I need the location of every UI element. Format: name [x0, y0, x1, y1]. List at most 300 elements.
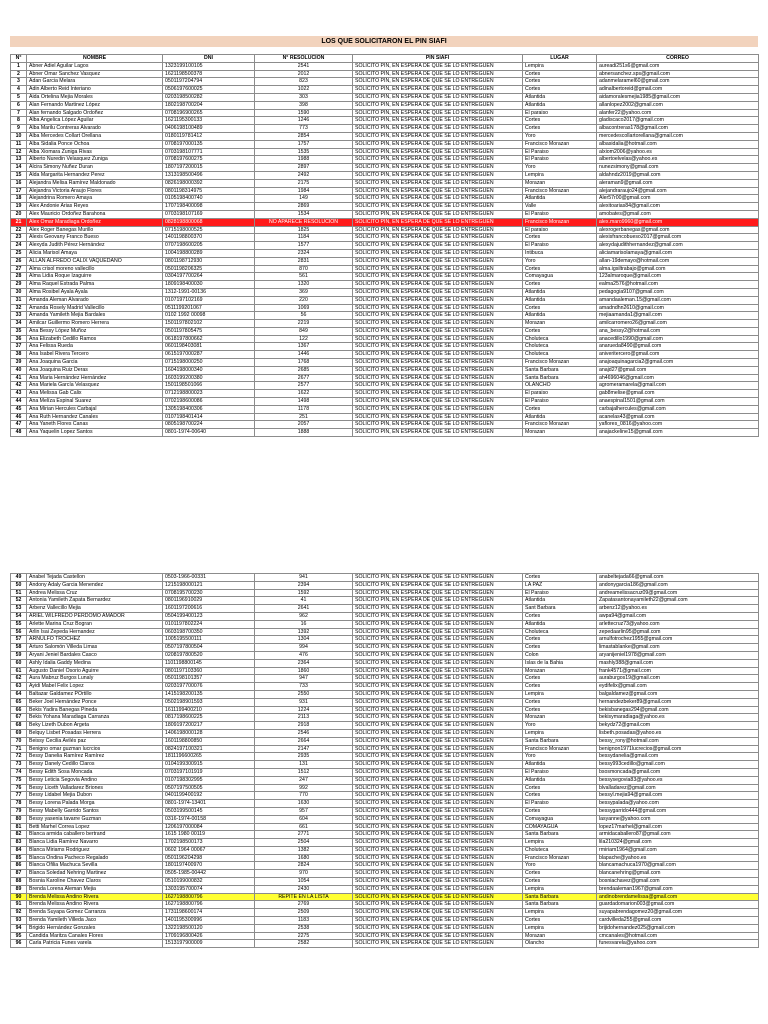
row-dni: 0180119781412	[163, 132, 255, 140]
table-row	[11, 109, 759, 117]
row-pin-status: SOLICITO PIN, EN ESPERA DE QUE SE LO ENTREGUEN	[353, 909, 523, 917]
row-place: Cortes	[523, 698, 597, 706]
row-name: Ana Elizabeth Cedillo Ramos	[27, 335, 163, 343]
row-dni: 0102 1992 00098	[163, 312, 255, 320]
row-resolution: 823	[255, 78, 353, 86]
table-row	[11, 234, 759, 242]
row-dni: 0702198600086	[163, 398, 255, 406]
row-pin-status: SOLICITO PIN, EN ESPERA DE QUE SE LO ENTREGUEN	[353, 839, 523, 847]
row-number: 72	[11, 753, 27, 761]
row-email: frank4571@gmail.com	[597, 667, 759, 675]
row-place: Santa Barbara	[523, 893, 597, 901]
row-number: 57	[11, 636, 27, 644]
row-pin-status: SOLICITO PIN, EN ESPERA DE QUE SE LO ENTREGUEN	[353, 745, 523, 753]
row-pin-status: SOLICITO PIN, EN ESPERA DE QUE SE LO ENTREGUEN	[353, 885, 523, 893]
row-number: 80	[11, 815, 27, 823]
row-pin-status: SOLICITO PIN, EN ESPERA DE QUE SE LO ENTREGUEN	[353, 288, 523, 296]
row-pin-status: SOLICITO PIN, EN ESPERA DE QUE SE LO ENTREGUEN	[353, 109, 523, 117]
row-email: allanlopez2002@gmail.com	[597, 101, 759, 109]
row-name: Arturo Salomón Villeda Limas	[27, 644, 163, 652]
row-name: Alejandrina Romero Amaya	[27, 195, 163, 203]
row-dni: 0507197800504	[163, 644, 255, 652]
row-number: 69	[11, 729, 27, 737]
row-name: Bessy Mabelly Garrido Santos	[27, 807, 163, 815]
row-dni: 1004198800289	[163, 249, 255, 257]
row-name: Blanca Ofilia Machuca Sevilla	[27, 862, 163, 870]
table-row	[11, 148, 759, 156]
row-resolution: 1577	[255, 242, 353, 250]
row-resolution: 476	[255, 651, 353, 659]
row-place: Islas de la Bahia	[523, 659, 597, 667]
row-number: 68	[11, 722, 27, 730]
row-place: Choluteca	[523, 351, 597, 359]
row-name: Belquy Lisbet Posadas Herrera	[27, 729, 163, 737]
row-email: aidamoralesmejia1985@gmail.com	[597, 93, 759, 101]
row-resolution: 962	[255, 612, 353, 620]
row-resolution: 41	[255, 597, 353, 605]
table-row	[11, 706, 759, 714]
row-resolution: 2771	[255, 831, 353, 839]
row-pin-status: SOLICITO PIN, EN ESPERA DE QUE SE LO ENTREGUEN	[353, 815, 523, 823]
row-name: Ana Joaquina Ruiz Deras	[27, 366, 163, 374]
table-row	[11, 839, 759, 847]
row-dni: 1615 1980 00119	[163, 831, 255, 839]
row-name: Arbenz Vallecillo Mejia	[27, 605, 163, 613]
row-email: bsosmoncada@gmail.com	[597, 768, 759, 776]
row-email: bessyl.mejia94@gmail.com	[597, 792, 759, 800]
row-dni: 0107198302995	[163, 776, 255, 784]
row-name: Carla Patricia Funes varela	[27, 940, 163, 948]
table-row	[11, 242, 759, 250]
row-number: 35	[11, 327, 27, 335]
table-row	[11, 203, 759, 211]
row-dni: 0503-1966-00331	[163, 574, 255, 582]
row-pin-status: SOLICITO PIN, EN ESPERA DE QUE SE LO ENTREGUEN	[353, 659, 523, 667]
row-pin-status: SOLICITO PIN, EN ESPERA DE QUE SE LO ENTREGUEN	[353, 125, 523, 133]
table-row	[11, 612, 759, 620]
row-name: Alan Fernando Martinez López	[27, 101, 163, 109]
table-row	[11, 940, 759, 948]
row-place: Cortes	[523, 636, 597, 644]
row-pin-status: SOLICITO PIN, EN ESPERA DE QUE SE LO ENTREGUEN	[353, 320, 523, 328]
row-name: Arlin Isai Zepeda Hernandez	[27, 628, 163, 636]
row-number: 86	[11, 862, 27, 870]
row-number: 29	[11, 281, 27, 289]
row-pin-status: SOLICITO PIN, EN ESPERA DE QUE SE LO ENTREGUEN	[353, 581, 523, 589]
row-resolution: 1446	[255, 351, 353, 359]
table-row	[11, 296, 759, 304]
row-name: Arlette Marina Cruz Bogran	[27, 620, 163, 628]
row-name: Benigno omar guzman lucrcios	[27, 745, 163, 753]
row-pin-status: SOLICITO PIN, EN ESPERA DE QUE SE LO ENTREGUEN	[353, 226, 523, 234]
row-name: Ana Felissa Rueda	[27, 343, 163, 351]
row-resolution: 1183	[255, 917, 353, 925]
row-number: 17	[11, 187, 27, 195]
row-dni: 0105198400740	[163, 195, 255, 203]
row-email: blapache@yahoo.es	[597, 854, 759, 862]
row-pin-status: SOLICITO PIN, EN ESPERA DE QUE SE LO ENTREGUEN	[353, 807, 523, 815]
row-resolution: 957	[255, 807, 353, 815]
row-place: Morazan	[523, 932, 597, 940]
row-name: Ayidi Mabel Felix Lopez	[27, 683, 163, 691]
row-place: Lempira	[523, 690, 597, 698]
row-place: Lempira	[523, 729, 597, 737]
row-resolution: 870	[255, 265, 353, 273]
row-resolution: 1367	[255, 343, 353, 351]
row-place: Morazan	[523, 667, 597, 675]
row-number: 24	[11, 242, 27, 250]
row-number: 49	[11, 574, 27, 582]
row-pin-status: SOLICITO PIN, EN ESPERA DE QUE SE LO ENTREGUEN	[353, 203, 523, 211]
row-name: Alexyda Judith Pérez Hernández	[27, 242, 163, 250]
row-resolution: 2641	[255, 605, 353, 613]
row-place: Yoro	[523, 722, 597, 730]
row-name: Bessy Danelia Ramírez Ramírez	[27, 753, 163, 761]
table-row	[11, 187, 759, 195]
row-number: 23	[11, 234, 27, 242]
row-pin-status: SOLICITO PIN, EN ESPERA DE QUE SE LO ENTREGUEN	[353, 667, 523, 675]
table-row	[11, 854, 759, 862]
row-resolution: 1512	[255, 768, 353, 776]
row-dni: 0602 1964 00067	[163, 846, 255, 854]
row-pin-status: SOLICITO PIN, EN ESPERA DE QUE SE LO ENTREGUEN	[353, 706, 523, 714]
row-name: Antonia Yamileth Zapata Bernardez	[27, 597, 163, 605]
row-place: Intibuca	[523, 249, 597, 257]
row-email: andreamelissacruz09@gmail.com	[597, 589, 759, 597]
row-dni: 1513197900009	[163, 940, 255, 948]
row-name: Aryani Jeniel Bardales Casco	[27, 651, 163, 659]
row-email: alex.maro9960@gmail.com	[597, 218, 759, 226]
row-resolution: 604	[255, 815, 353, 823]
row-name: Ana Yaneth Flores Canas	[27, 421, 163, 429]
row-email: alxiom2006@yahoo.es	[597, 148, 759, 156]
row-number: 83	[11, 839, 27, 847]
row-email: ealma2576@hotmail.com	[597, 281, 759, 289]
table-row	[11, 327, 759, 335]
row-resolution: 2854	[255, 132, 353, 140]
row-resolution: 941	[255, 574, 353, 582]
row-place: Lempira	[523, 909, 597, 917]
row-resolution: 661	[255, 823, 353, 831]
row-place: Yoro	[523, 753, 597, 761]
row-number: 41	[11, 374, 27, 382]
row-dni: 0708197000135	[163, 140, 255, 148]
row-name: Ashly Idalia Gaddy Medina	[27, 659, 163, 667]
row-dni: 1101198800145	[163, 659, 255, 667]
row-email: anabeltejada66@gmail.com	[597, 574, 759, 582]
row-name: Bessy Liceth Valladarez Briones	[27, 784, 163, 792]
row-resolution: 2504	[255, 839, 353, 847]
row-pin-status: SOLICITO PIN, EN ESPERA DE QUE SE LO ENTREGUEN	[353, 940, 523, 948]
row-place: El Paraiso	[523, 398, 597, 406]
row-email: bosniachavez@gmail.com	[597, 878, 759, 886]
table-row	[11, 218, 759, 226]
row-pin-status: SOLICITO PIN, EN ESPERA DE QUE SE LO ENTREGUEN	[353, 156, 523, 164]
row-resolution: 1680	[255, 854, 353, 862]
row-number: 67	[11, 714, 27, 722]
table-row	[11, 932, 759, 940]
row-pin-status: SOLICITO PIN, EN ESPERA DE QUE SE LO ENTREGUEN	[353, 690, 523, 698]
row-dni: 1313198500496	[163, 171, 255, 179]
row-resolution: 2664	[255, 737, 353, 745]
row-email: andinobrendamelissa@gmail.com	[597, 893, 759, 901]
row-pin-status: SOLICITO PIN, EN ESPERA DE QUE SE LO ENTREGUEN	[353, 823, 523, 831]
table-row	[11, 335, 759, 343]
row-dni: 0828198800068	[163, 218, 255, 226]
row-place: Santa Barbara	[523, 737, 597, 745]
table-row	[11, 878, 759, 886]
row-resolution: 2147	[255, 745, 353, 753]
table-row	[11, 390, 759, 398]
row-place: Morazan	[523, 320, 597, 328]
row-resolution: 2057	[255, 421, 353, 429]
row-resolution: 2918	[255, 722, 353, 730]
row-place: Cortes	[523, 574, 597, 582]
row-email: bessydanelia@gmail.com	[597, 753, 759, 761]
row-number: 50	[11, 581, 27, 589]
row-resolution: 1590	[255, 109, 353, 117]
row-number: 95	[11, 932, 27, 940]
row-pin-status: SOLICITO PIN, EN ESPERA DE QUE SE LO ENTREGUEN	[353, 101, 523, 109]
row-number: 34	[11, 320, 27, 328]
row-place: El Paraiso	[523, 148, 597, 156]
row-number: 33	[11, 312, 27, 320]
row-pin-status: SOLICITO PIN, EN ESPERA DE QUE SE LO ENTREGUEN	[353, 761, 523, 769]
row-pin-status: SOLICITO PIN, EN ESPERA DE QUE SE LO ENTREGUEN	[353, 421, 523, 429]
row-name: Alexis Geovany Franco Bueso	[27, 234, 163, 242]
row-email: bekisbanegas294@gmail.com	[597, 706, 759, 714]
row-pin-status: SOLICITO PIN, EN ESPERA DE QUE SE LO ENTREGUEN	[353, 374, 523, 382]
header-place: LUGAR	[523, 55, 597, 63]
row-place: Sant Barbara	[523, 605, 597, 613]
row-place: Cortes	[523, 683, 597, 691]
row-number: 2	[11, 70, 27, 78]
row-email: adinalbertoreid@gmail.com	[597, 86, 759, 94]
row-dni: 1215198000121	[163, 581, 255, 589]
row-resolution: 2685	[255, 366, 353, 374]
row-pin-status: SOLICITO PIN, EN ESPERA DE QUE SE LO ENTREGUEN	[353, 210, 523, 218]
table-row	[11, 574, 759, 582]
row-resolution: 1592	[255, 589, 353, 597]
row-place: Olancho	[523, 940, 597, 948]
row-name: Blanca Lidia Ramírez Navarro	[27, 839, 163, 847]
row-place: Morazan	[523, 429, 597, 437]
row-place: Lempira	[523, 62, 597, 70]
row-resolution: 2324	[255, 249, 353, 257]
row-resolution: 733	[255, 683, 353, 691]
row-place: Santa Barbara	[523, 831, 597, 839]
row-email: auraburgos19@gmail.com	[597, 675, 759, 683]
row-place: Francisco Morazan	[523, 218, 597, 226]
row-place: Cortes	[523, 78, 597, 86]
row-place: Cortes	[523, 405, 597, 413]
row-dni: 0104199300915	[163, 761, 255, 769]
row-name: Augusto Daniel Osorio Aguirre	[27, 667, 163, 675]
row-name: Abner Adiel Aguilar Lagos	[27, 62, 163, 70]
row-name: Aura Mabruz Burgos Lunaly	[27, 675, 163, 683]
row-email: hernandezbeker89@gmail.com	[597, 698, 759, 706]
row-dni: 0511199201067	[163, 304, 255, 312]
row-name: Bessy yasenia tavarre Guzman	[27, 815, 163, 823]
row-number: 64	[11, 690, 27, 698]
row-place: Atlantida	[523, 413, 597, 421]
table-row	[11, 768, 759, 776]
row-number: 30	[11, 288, 27, 296]
row-name: Alma Rosibel Ayala Ayala	[27, 288, 163, 296]
table-row	[11, 62, 759, 70]
row-pin-status: SOLICITO PIN, EN ESPERA DE QUE SE LO ENTREGUEN	[353, 390, 523, 398]
row-email: aldahndz2019@gmail.com	[597, 171, 759, 179]
row-email: gab8melise@gmail.com	[597, 390, 759, 398]
row-number: 47	[11, 421, 27, 429]
row-dni: 0501198101357	[163, 675, 255, 683]
row-email: zepedaarlin95@gmail.com	[597, 628, 759, 636]
row-number: 44	[11, 398, 27, 406]
row-pin-status: SOLICITO PIN, EN ESPERA DE QUE SE LO ENTREGUEN	[353, 729, 523, 737]
row-pin-status: SOLICITO PIN, EN ESPERA DE QUE SE LO ENTREGUEN	[353, 312, 523, 320]
row-pin-status: SOLICITO PIN, EN ESPERA DE QUE SE LO ENTREGUEN	[353, 862, 523, 870]
row-email: lisbeth.posadas@yahoo.es	[597, 729, 759, 737]
row-number: 4	[11, 86, 27, 94]
row-place: El Paraiso	[523, 768, 597, 776]
row-dni: 0507197500505	[163, 784, 255, 792]
row-resolution: 970	[255, 870, 353, 878]
row-email: bekydz72@gmail.com	[597, 722, 759, 730]
row-number: 66	[11, 706, 27, 714]
row-resolution: 947	[255, 675, 353, 683]
row-place: Cortes	[523, 675, 597, 683]
row-number: 10	[11, 132, 27, 140]
row-number: 82	[11, 831, 27, 839]
row-place: Cortes	[523, 125, 597, 133]
row-email: alexitoarias84@gmail.com	[597, 203, 759, 211]
row-number: 12	[11, 148, 27, 156]
row-number: 37	[11, 343, 27, 351]
row-name: Brenda Melissa Andino Rivera	[27, 901, 163, 909]
row-number: 91	[11, 901, 27, 909]
table-row	[11, 745, 759, 753]
row-place: Cortes	[523, 304, 597, 312]
row-dni: 0715198000525	[163, 226, 255, 234]
table-row	[11, 862, 759, 870]
row-number: 25	[11, 249, 27, 257]
row-resolution: 122	[255, 335, 353, 343]
row-dni: 0505-1985-00442	[163, 870, 255, 878]
table-row	[11, 359, 759, 367]
row-resolution: 1022	[255, 86, 353, 94]
row-name: Ana Melíza Espinal Suarez	[27, 398, 163, 406]
row-email: suyapabrendagomez20@gmail.com	[597, 909, 759, 917]
row-name: Alberto Nuredin Velasquez Zuniga	[27, 156, 163, 164]
row-number: 75	[11, 776, 27, 784]
row-pin-status: SOLICITO PIN, EN ESPERA DE QUE SE LO ENTREGUEN	[353, 612, 523, 620]
row-name: Blanca Miriams Rodriguez	[27, 846, 163, 854]
row-place: Cortes	[523, 807, 597, 815]
table-row	[11, 620, 759, 628]
header-name: NOMBRE	[27, 55, 163, 63]
row-resolution: 931	[255, 698, 353, 706]
row-pin-status: SOLICITO PIN, EN ESPERA DE QUE SE LO ENTREGUEN	[353, 917, 523, 925]
table-row	[11, 366, 759, 374]
row-place: Cortes	[523, 86, 597, 94]
row-dni: 0715198000250	[163, 359, 255, 367]
row-resolution: 2364	[255, 659, 353, 667]
row-number: 92	[11, 909, 27, 917]
row-resolution: 131	[255, 761, 353, 769]
row-email: aleraman9@gmail.com	[597, 179, 759, 187]
row-name: Blanca armida caballero bertrand	[27, 831, 163, 839]
row-name: Ana Bessy López Muñoz	[27, 327, 163, 335]
row-place: Cortes	[523, 792, 597, 800]
row-place: Francisco Morazan	[523, 359, 597, 367]
table-row	[11, 675, 759, 683]
row-pin-status: SOLICITO PIN, EN ESPERA DE QUE SE LO ENTREGUEN	[353, 78, 523, 86]
row-place: Cortes	[523, 70, 597, 78]
row-number: 65	[11, 698, 27, 706]
row-name: Beky Lizeth Dubon Argeta	[27, 722, 163, 730]
row-dni: 0501197204794	[163, 78, 255, 86]
row-name: Alan fernando Salgado Ordoñez	[27, 109, 163, 117]
row-number: 26	[11, 257, 27, 265]
row-dni: 0506197600025	[163, 86, 255, 94]
row-email: ah4696046@gmail.com	[597, 374, 759, 382]
row-email: lasyanne@yahoo.com	[597, 815, 759, 823]
row-pin-status: SOLICITO PIN, EN ESPERA DE QUE SE LO ENTREGUEN	[353, 148, 523, 156]
row-number: 56	[11, 628, 27, 636]
row-email: brendaaleman1967@gmail.com	[597, 885, 759, 893]
row-place: Cortes	[523, 878, 597, 886]
row-dni: 1603199200380	[163, 374, 255, 382]
table-row	[11, 909, 759, 917]
row-place: Atlantida	[523, 296, 597, 304]
row-dni: 0615197000287	[163, 351, 255, 359]
row-name: ARIEL WILFREDO PERDOMO AMADOR	[27, 612, 163, 620]
row-resolution: 2430	[255, 885, 353, 893]
row-place: Lempira	[523, 924, 597, 932]
table-row	[11, 265, 759, 273]
row-email: adanmelaramel60@gmail.com	[597, 78, 759, 86]
row-email: alexydajudithhernandez@gmail.com	[597, 242, 759, 250]
row-place: Yoro	[523, 257, 597, 265]
row-number: 52	[11, 597, 27, 605]
table-row	[11, 281, 759, 289]
row-place: Francisco Morazan	[523, 854, 597, 862]
row-name: Alma Raquel Estrada Palma	[27, 281, 163, 289]
row-number: 15	[11, 171, 27, 179]
row-number: 94	[11, 924, 27, 932]
row-resolution: 1630	[255, 800, 353, 808]
row-email: anacedillo1990@gmail.com	[597, 335, 759, 343]
row-name: Candida Maritza Canales Flores	[27, 932, 163, 940]
row-email: aureadi251s6@gmail.com	[597, 62, 759, 70]
row-resolution: 1178	[255, 405, 353, 413]
row-name: Brenda Melissa Andino Rivera	[27, 893, 163, 901]
row-number: 6	[11, 101, 27, 109]
row-email: alexisfrancobueso2017@gmail.com	[597, 234, 759, 242]
row-name: Alba Sidalia Ponce Ochoa	[27, 140, 163, 148]
row-dni: 1401198800370	[163, 234, 255, 242]
row-resolution: 2546	[255, 729, 353, 737]
row-resolution: 2175	[255, 179, 353, 187]
row-email: amobates@gmail.com	[597, 210, 759, 218]
row-email: ana_bessy2@hotmail.com	[597, 327, 759, 335]
table-row	[11, 846, 759, 854]
row-resolution: 1224	[255, 706, 353, 714]
row-name: Alex Mauricio Ordoñez Barahona	[27, 210, 163, 218]
row-resolution: 1622	[255, 390, 353, 398]
table-row	[11, 776, 759, 784]
row-number: 16	[11, 179, 27, 187]
